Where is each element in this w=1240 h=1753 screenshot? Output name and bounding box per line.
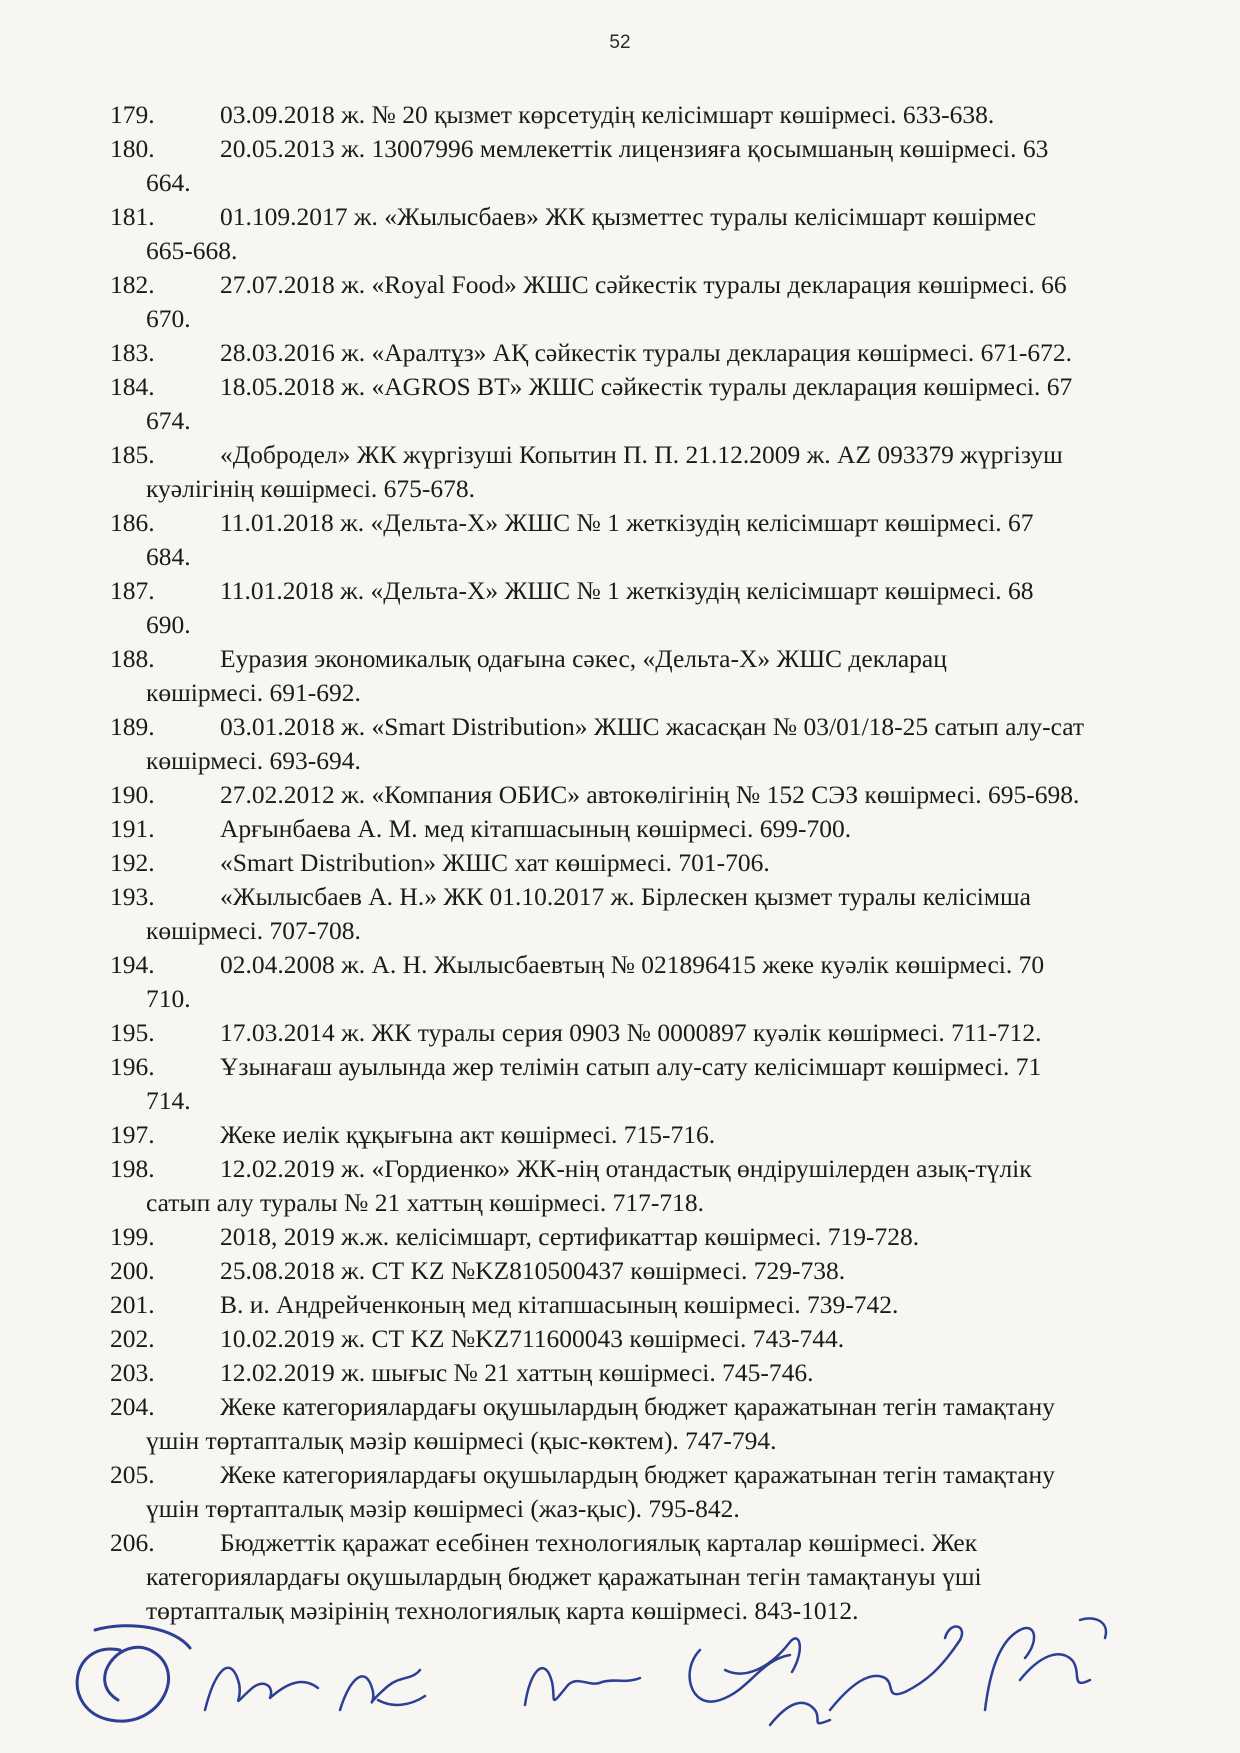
entry-number: 186. <box>110 508 155 537</box>
entry-203 <box>110 1356 1210 1390</box>
entry-continuation: 664. <box>146 168 191 197</box>
entry-number: 206. <box>110 1528 155 1557</box>
page-number: 52 <box>609 32 631 53</box>
entry-188 <box>110 642 1210 676</box>
entry-number: 199. <box>110 1222 155 1251</box>
entry-number: 179. <box>110 100 155 129</box>
entry-195 <box>110 1016 1210 1050</box>
entry-190 <box>110 778 1210 812</box>
entry-text: Жеке категориялардағы оқушылардың бюджет қаражатынан тегін тамақтану <box>220 1392 1055 1421</box>
entry-text: 03.01.2018 ж. «Smart Distribution» ЖШС жасасқан № 03/01/18-25 сатып алу-сат <box>220 712 1085 741</box>
entry-text: 01.109.2017 ж. «Жылысбаев» ЖК қызметтес туралы келісімшарт көшірмес <box>220 202 1037 231</box>
entry-text: В. и. Андрейченконың мед кітапшасының көшірмесі. 739-742. <box>220 1290 899 1319</box>
entry-number: 181. <box>110 202 155 231</box>
entry-text: 03.09.2018 ж. № 20 қызмет көрсетудің келісімшарт көшірмесі. 633-638. <box>220 100 995 129</box>
entry-text: 11.01.2018 ж. «Дельта-Х» ЖШС № 1 жеткізудің келісімшарт көшірмесі. 68 <box>220 576 1034 605</box>
entry-number: 193. <box>110 882 155 911</box>
entry-185 <box>110 438 1210 472</box>
entry-206 <box>110 1526 1210 1560</box>
entry-text: 17.03.2014 ж. ЖК туралы серия 0903 № 0000897 куәлік көшірмесі. 711-712. <box>220 1018 1042 1047</box>
signature-4 <box>525 1668 640 1705</box>
entry-continuation: үшін төртапталық мәзір көшірмесі (қыс-көктем). 747-794. <box>146 1426 777 1455</box>
entry-list <box>110 98 1210 1628</box>
entry-text: 11.01.2018 ж. «Дельта-Х» ЖШС № 1 жеткізудің келісімшарт көшірмесі. 67 <box>220 508 1034 537</box>
entry-204 <box>110 1390 1210 1424</box>
entry-number: 200. <box>110 1256 155 1285</box>
entry-number: 182. <box>110 270 155 299</box>
entry-continuation: 674. <box>146 406 191 435</box>
entry-191 <box>110 812 1210 846</box>
entry-number: 204. <box>110 1392 155 1421</box>
entry-continuation: көшірмесі. 693-694. <box>146 746 361 775</box>
entry-196 <box>110 1050 1210 1084</box>
entry-text: 02.04.2008 ж. А. Н. Жылысбаевтың № 021896415 жеке куәлік көшірмесі. 70 <box>220 950 1045 979</box>
entry-text: 12.02.2019 ж. «Гордиенко» ЖК-нің отандастық өндірушілерден азық-түлік <box>220 1154 1032 1183</box>
entry-number: 189. <box>110 712 155 741</box>
entry-continuation: куәлігінің көшірмесі. 675-678. <box>146 474 476 503</box>
entry-179 <box>110 98 1210 132</box>
entry-number: 201. <box>110 1290 155 1319</box>
entry-number: 205. <box>110 1460 155 1489</box>
entry-183 <box>110 336 1210 370</box>
entry-text: 27.07.2018 ж. «Royal Food» ЖШС сәйкестік туралы декларация көшірмесі. 66 <box>220 270 1067 299</box>
entry-continuation: 670. <box>146 304 191 333</box>
entry-number: 203. <box>110 1358 155 1387</box>
entry-text: Арғынбаева А. М. мед кітапшасының көшірмесі. 699-700. <box>220 814 852 843</box>
entry-text: 2018, 2019 ж.ж. келісімшарт, сертификаттар көшірмесі. 719-728. <box>220 1222 920 1251</box>
entry-text: 25.08.2018 ж. СТ KZ №KZ810500437 көшірмесі. 729-738. <box>220 1256 846 1285</box>
entry-text: «Жылысбаев А. Н.» ЖК 01.10.2017 ж. Бірлескен қызмет туралы келісімша <box>220 882 1031 911</box>
signature-1 <box>77 1626 190 1721</box>
entry-189 <box>110 710 1210 744</box>
entry-continuation: 665-668. <box>146 236 238 265</box>
entry-continuation: 714. <box>146 1086 191 1115</box>
entry-number: 198. <box>110 1154 155 1183</box>
entry-number: 196. <box>110 1052 155 1081</box>
entry-number: 191. <box>110 814 155 843</box>
signature-7 <box>830 1626 962 1710</box>
entry-198 <box>110 1152 1210 1186</box>
entry-text: 27.02.2012 ж. «Компания ОБИС» автокөлігінің № 152 СЭЗ көшірмесі. 695-698. <box>220 780 1080 809</box>
entry-number: 185. <box>110 440 155 469</box>
entry-number: 188. <box>110 644 155 673</box>
entry-text: 12.02.2019 ж. шығыс № 21 хаттың көшірмесі. 745-746. <box>220 1358 814 1387</box>
entry-text: «Smart Distribution» ЖШС хат көшірмесі. 701-706. <box>220 848 770 877</box>
entry-181 <box>110 200 1210 234</box>
entry-text: 28.03.2016 ж. «Аралтұз» АҚ сәйкестік туралы декларация көшірмесі. 671-672. <box>220 338 1072 367</box>
entry-text: Ұзынағаш ауылында жер телімін сатып алу-сату келісімшарт көшірмесі. 71 <box>220 1052 1042 1081</box>
entry-text: Жеке иелік құқығына акт көшірмесі. 715-716. <box>220 1120 716 1149</box>
entry-text: «Добродел» ЖК жүргізуші Копытин П. П. 21.12.2009 ж. AZ 093379 жүргізуш <box>220 440 1063 469</box>
entry-text: Бюджеттік қаражат есебінен технологиялық карталар көшірмесі. Жек <box>220 1528 978 1557</box>
entry-182 <box>110 268 1210 302</box>
signature-5 <box>690 1638 800 1701</box>
signatures-area <box>0 1560 1240 1753</box>
entry-continuation: көшірмесі. 691-692. <box>146 678 361 707</box>
entry-200 <box>110 1254 1210 1288</box>
entry-continuation: 684. <box>146 542 191 571</box>
entry-number: 180. <box>110 134 155 163</box>
entry-number: 187. <box>110 576 155 605</box>
entry-continuation: категориялардағы оқушылардың бюджет қаражатынан тегін тамақтануы үші <box>146 1562 982 1591</box>
entry-184 <box>110 370 1210 404</box>
entry-continuation: төртапталық мәзірінің технологиялық карта көшірмесі. 843-1012. <box>146 1596 859 1625</box>
entry-192 <box>110 846 1210 880</box>
entry-202 <box>110 1322 1210 1356</box>
entry-number: 194. <box>110 950 155 979</box>
signature-6 <box>770 1703 830 1725</box>
entry-180 <box>110 132 1210 166</box>
signature-2 <box>205 1668 318 1710</box>
entry-205 <box>110 1458 1210 1492</box>
entry-number: 195. <box>110 1018 155 1047</box>
signature-8 <box>985 1618 1106 1710</box>
signatures-drawing <box>0 1560 1240 1753</box>
entry-number: 197. <box>110 1120 155 1149</box>
entry-number: 190. <box>110 780 155 809</box>
entry-continuation: 690. <box>146 610 191 639</box>
entry-number: 202. <box>110 1324 155 1353</box>
entry-187 <box>110 574 1210 608</box>
entry-continuation: көшірмесі. 707-708. <box>146 916 361 945</box>
entry-199 <box>110 1220 1210 1254</box>
entry-text: 18.05.2018 ж. «AGROS BT» ЖШС сәйкестік туралы декларация көшірмесі. 67 <box>220 372 1073 401</box>
entry-number: 192. <box>110 848 155 877</box>
entry-197 <box>110 1118 1210 1152</box>
signature-3 <box>340 1670 425 1710</box>
entry-continuation: үшін төртапталық мәзір көшірмесі (жаз-қыс). 795-842. <box>146 1494 740 1523</box>
entry-186 <box>110 506 1210 540</box>
entry-number: 183. <box>110 338 155 367</box>
entry-194 <box>110 948 1210 982</box>
entry-continuation: 710. <box>146 984 191 1013</box>
entry-text: 20.05.2013 ж. 13007996 мемлекеттік лицензияға қосымшаның көшірмесі. 63 <box>220 134 1049 163</box>
entry-continuation: сатып алу туралы № 21 хаттың көшірмесі. 717-718. <box>146 1188 704 1217</box>
entry-201 <box>110 1288 1210 1322</box>
entry-number: 184. <box>110 372 155 401</box>
entry-text: 10.02.2019 ж. СТ KZ №KZ711600043 көшірмесі. 743-744. <box>220 1324 845 1353</box>
entry-text: Жеке категориялардағы оқушылардың бюджет қаражатынан тегін тамақтану <box>220 1460 1055 1489</box>
entry-text: Еуразия экономикалық одағына сәкес, «Дельта-Х» ЖШС декларац <box>220 644 947 673</box>
entry-193 <box>110 880 1210 914</box>
